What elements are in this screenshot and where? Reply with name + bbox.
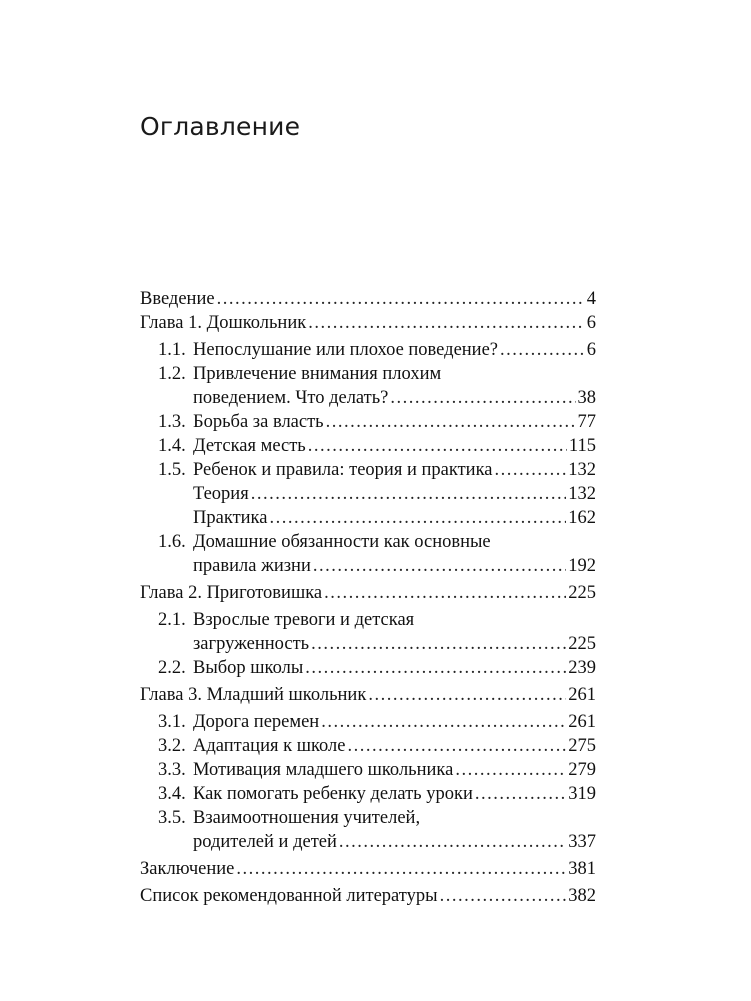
toc-entry-title: Практика [193, 508, 268, 528]
dot-leader [455, 758, 566, 782]
toc-section-number: 3.5. [158, 808, 186, 828]
dot-leader [308, 311, 585, 335]
toc-entry-section-3-2[interactable] [140, 734, 596, 758]
toc-entry-title: Теория [193, 484, 249, 504]
toc-page-number: 275 [568, 736, 596, 756]
dot-leader [313, 554, 566, 578]
toc-section-number: 1.4. [158, 436, 186, 456]
toc-page-number: 115 [568, 436, 596, 456]
toc-page-number: 225 [568, 583, 596, 603]
toc-entry-title-line1: Взрослые тревоги и детская [193, 610, 415, 630]
page-title: Оглавление [140, 112, 301, 141]
toc-entry-title-line1: Взаимоотношения учителей, [193, 808, 421, 828]
toc-entry-intro[interactable] [140, 287, 596, 311]
toc-entry-title: Мотивация младшего школьника [193, 760, 454, 780]
toc-section-number: 1.2. [158, 364, 186, 384]
toc-page-number: 261 [568, 712, 596, 732]
toc-entry-title: Борьба за власть [193, 412, 324, 432]
dot-leader [269, 506, 566, 530]
toc-section-number: 3.1. [158, 712, 186, 732]
toc-entry-chapter-3[interactable] [140, 683, 596, 707]
toc-entry-section-3-1[interactable] [140, 710, 596, 734]
toc-entry-title: Выбор школы [193, 658, 304, 678]
toc-entry-title: Глава 3. Младший школьник [140, 685, 367, 705]
toc-entry-section-1-1[interactable] [140, 338, 596, 362]
toc-entry-section-3-5-line1[interactable] [140, 806, 596, 830]
toc-entry-title: Глава 1. Дошкольник [140, 313, 307, 333]
toc-page-number: 279 [568, 760, 596, 780]
toc-page-number: 239 [568, 658, 596, 678]
toc-entry-section-3-5-line2[interactable] [140, 830, 596, 854]
dot-leader [236, 857, 566, 881]
dot-leader [321, 710, 566, 734]
toc-section-number: 1.5. [158, 460, 186, 480]
toc-page-number: 337 [568, 832, 596, 852]
dot-leader [251, 482, 567, 506]
toc-page-number: 319 [568, 784, 596, 804]
toc-entry-title: Введение [140, 289, 215, 309]
toc-section-number: 2.1. [158, 610, 186, 630]
dot-leader [339, 830, 566, 854]
toc-entry-title: Адаптация к школе [193, 736, 346, 756]
toc-entry-title-line2: родителей и детей [193, 832, 337, 852]
toc-section-number: 2.2. [158, 658, 186, 678]
toc-section-number: 1.1. [158, 340, 186, 360]
toc-entry-section-1-6-line1[interactable] [140, 530, 596, 554]
toc-page-number: 77 [577, 412, 596, 432]
toc-entry-title: Заключение [140, 859, 235, 879]
dot-leader [324, 581, 566, 605]
dot-leader [475, 782, 566, 806]
toc-page-number: 132 [568, 460, 596, 480]
toc-page-number: 382 [568, 886, 596, 906]
toc-entry-title-line1: Привлечение внимания плохим [193, 364, 442, 384]
toc-page-number: 6 [586, 340, 596, 360]
toc-entry-bibliography[interactable] [140, 884, 596, 908]
toc-section-number: 1.6. [158, 532, 186, 552]
toc-entry-conclusion[interactable] [140, 857, 596, 881]
toc-entry-title: Непослушание или плохое поведение? [193, 340, 498, 360]
toc-entry-title: Детская месть [193, 436, 306, 456]
toc-entry-chapter-2[interactable] [140, 581, 596, 605]
dot-leader [311, 632, 566, 656]
dot-leader [390, 386, 575, 410]
toc-entry-title: Глава 2. Приготовишка [140, 583, 323, 603]
dot-leader [308, 434, 567, 458]
toc-page-number: 162 [568, 508, 596, 528]
toc-entry-section-2-2[interactable] [140, 656, 596, 680]
dot-leader [495, 458, 567, 482]
toc-page-number: 38 [577, 388, 596, 408]
dot-leader [305, 656, 566, 680]
toc-entry-section-1-3[interactable] [140, 410, 596, 434]
toc-entry-theory[interactable] [140, 482, 596, 506]
toc-entry-section-3-4[interactable] [140, 782, 596, 806]
toc-section-number: 3.2. [158, 736, 186, 756]
toc-entry-title: Как помогать ребенку делать уроки [193, 784, 473, 804]
toc-entry-practice[interactable] [140, 506, 596, 530]
toc-entry-section-1-5[interactable] [140, 458, 596, 482]
toc-entry-section-1-2-line1[interactable] [140, 362, 596, 386]
toc-entry-title-line2: загруженность [193, 634, 310, 654]
toc-page-number: 4 [586, 289, 596, 309]
toc-entry-section-1-2-line2[interactable] [140, 386, 596, 410]
toc-page-number: 132 [568, 484, 596, 504]
toc-entry-section-1-4[interactable] [140, 434, 596, 458]
dot-leader [500, 338, 585, 362]
toc-page-number: 225 [568, 634, 596, 654]
toc-entry-title: Список рекомендованной литературы [140, 886, 438, 906]
toc-entry-section-2-1-line2[interactable] [140, 632, 596, 656]
toc-entry-section-2-1-line1[interactable] [140, 608, 596, 632]
dot-leader [440, 884, 567, 908]
toc-section-number: 3.4. [158, 784, 186, 804]
toc-entry-title-line2: поведением. Что делать? [193, 388, 389, 408]
toc-entry-section-3-3[interactable] [140, 758, 596, 782]
dot-leader [347, 734, 566, 758]
toc-page-number: 192 [568, 556, 596, 576]
toc-entry-title-line1: Домашние обязанности как основные [193, 532, 491, 552]
toc-entry-title: Дорога перемен [193, 712, 320, 732]
toc-page-number: 6 [586, 313, 596, 333]
dot-leader [368, 683, 566, 707]
toc-entry-section-1-6-line2[interactable] [140, 554, 596, 578]
dot-leader [326, 410, 576, 434]
toc-page-number: 381 [568, 859, 596, 879]
toc-section-number: 1.3. [158, 412, 186, 432]
toc-page-number: 261 [568, 685, 596, 705]
toc-entry-title-line2: правила жизни [193, 556, 311, 576]
toc-section-number: 3.3. [158, 760, 186, 780]
toc-entry-chapter-1[interactable] [140, 311, 596, 335]
table-of-contents [140, 287, 596, 908]
dot-leader [217, 287, 585, 311]
toc-entry-title: Ребенок и правила: теория и практика [193, 460, 493, 480]
